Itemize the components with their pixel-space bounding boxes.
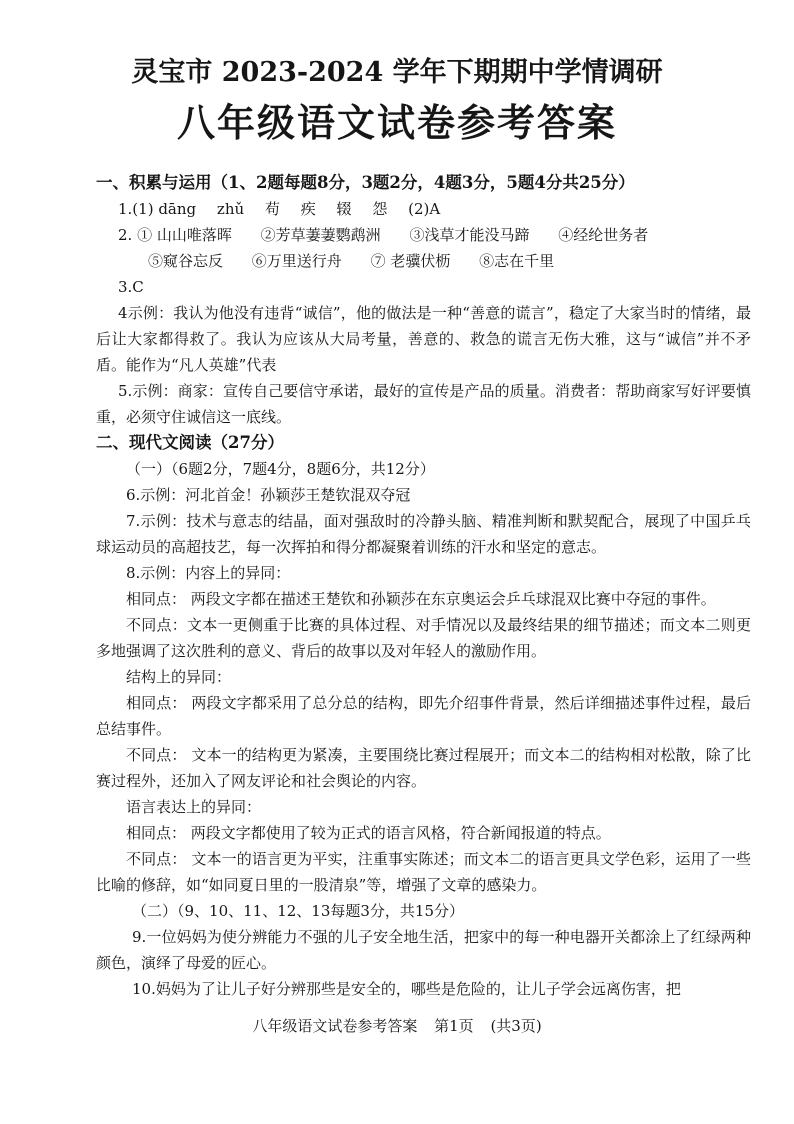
q8-language-same: 相同点： 两段文字都使用了较为正式的语言风格，符合新闻报道的特点。 <box>126 824 611 842</box>
q2-item: ⑥万里送行舟 <box>251 252 342 270</box>
q5-answer: 5.示例：商家：宣传自己要信守承诺，最好的宣传是产品的质量。消费者：帮助商家写好评要慎重，必须守住诚信这一底线。 <box>96 382 751 426</box>
q8-intro: 8.示例：内容上的异同： <box>126 564 291 582</box>
footer-total-pages: (共3页) <box>490 1017 542 1035</box>
q1-part: 苟 <box>264 200 280 218</box>
footer-doc-name: 八年级语文试卷参考答案 <box>252 1017 418 1035</box>
q1-part: 1.(1) dāng <box>118 200 197 218</box>
subsection2-heading: （二）（9、10、11、12、13每题3分，共15分） <box>132 902 465 920</box>
q3-answer: 3.C <box>118 278 144 296</box>
q8-language-intro: 语言表达上的异同： <box>126 798 262 816</box>
q2-item: ③浅草才能没马蹄 <box>409 226 530 244</box>
q6-answer: 6.示例：河北首金！孙颖莎王楚钦混双夺冠 <box>126 486 411 504</box>
q1-part: (2)A <box>408 200 441 218</box>
q2-item: 2. ① 山山唯落晖 <box>118 226 232 244</box>
subsection1-heading: （一）（6题2分，7题4分，8题6分，共12分） <box>126 460 435 478</box>
q2-item: ⑤窥谷忘反 <box>148 252 224 270</box>
q9-answer: 9.一位妈妈为使分辨能力不强的儿子安全地生活，把家中的每一种电器开关都涂上了红绿两种颜色，演绎了母爱的匠心。 <box>96 928 751 972</box>
section2-heading: 二、现代文阅读（27分） <box>96 433 284 452</box>
q8-content-same: 相同点： 两段文字都在描述王楚钦和孙颖莎在东京奥运会乒乓球混双比赛中夺冠的事件。 <box>126 590 716 608</box>
page-title-line1: 灵宝市 2023-2024 学年下期期中学情调研 <box>131 57 663 88</box>
q1-part: 辍 <box>336 200 352 218</box>
q8-content-diff: 不同点：文本一更侧重于比赛的具体过程、对手情况以及最终结果的细节描述；而文本二则更多地强调了这次胜利的意义、背后的故事以及对年轻人的激励作用。 <box>96 616 751 660</box>
q2-item: ②芳草萋萋鹦鹉洲 <box>260 226 381 244</box>
q8-structure-diff: 不同点： 文本一的结构更为紧凑，主要围绕比赛过程展开；而文本二的结构相对松散，除了比赛过程外，还加入了网友评论和社会舆论的内容。 <box>96 746 751 790</box>
q1-answer <box>96 196 751 222</box>
q1-part: 怨 <box>372 200 388 218</box>
q8-language-diff: 不同点： 文本一的语言更为平实，注重事实陈述；而文本二的语言更具文学色彩，运用了一些比喻的修辞，如“如同夏日里的一股清泉”等，增强了文章的感染力。 <box>96 850 751 894</box>
q2-item: ⑧志在千里 <box>479 252 555 270</box>
q1-part: 疾 <box>300 200 316 218</box>
q7-answer: 7.示例：技术与意志的结晶，面对强敌时的冷静头脑、精准判断和默契配合，展现了中国乒乓球运动员的高超技艺，每一次挥拍和得分都凝聚着训练的汗水和坚定的意志。 <box>96 512 751 556</box>
q2-answer-line1 <box>96 222 751 248</box>
page-title-line2: 八年级语文试卷参考答案 <box>176 100 617 145</box>
q1-part: zhǔ <box>216 200 245 218</box>
q2-answer-line2 <box>96 248 751 274</box>
q4-answer: 4示例：我认为他没有违背“诚信”，他的做法是一种“善意的谎言”，稳定了大家当时的情绪，最后让大家都得救了。我认为应该从大局考量，善意的、救急的谎言无伤大雅，这与“诚信”并不矛盾。能作为“凡人英雄”代表 <box>96 304 751 374</box>
q2-item: ⑦ 老骥伏枥 <box>370 252 451 270</box>
answer-content <box>96 170 751 1002</box>
section1-heading: 一、积累与运用（1、2题每题8分，3题2分，4题3分，5题4分共25分） <box>96 173 635 192</box>
q10-answer: 10.妈妈为了让儿子好分辨那些是安全的，哪些是危险的，让儿子学会远离伤害，把 <box>132 980 681 998</box>
q2-item: ④经纶世务者 <box>558 226 649 244</box>
q8-structure-intro: 结构上的异同： <box>126 668 232 686</box>
page-footer <box>0 1015 794 1036</box>
footer-page-number: 第1页 <box>434 1017 474 1035</box>
q8-structure-same: 相同点： 两段文字都采用了总分总的结构，即先介绍事件背景，然后详细描述事件过程，最后总结事件。 <box>96 694 751 738</box>
